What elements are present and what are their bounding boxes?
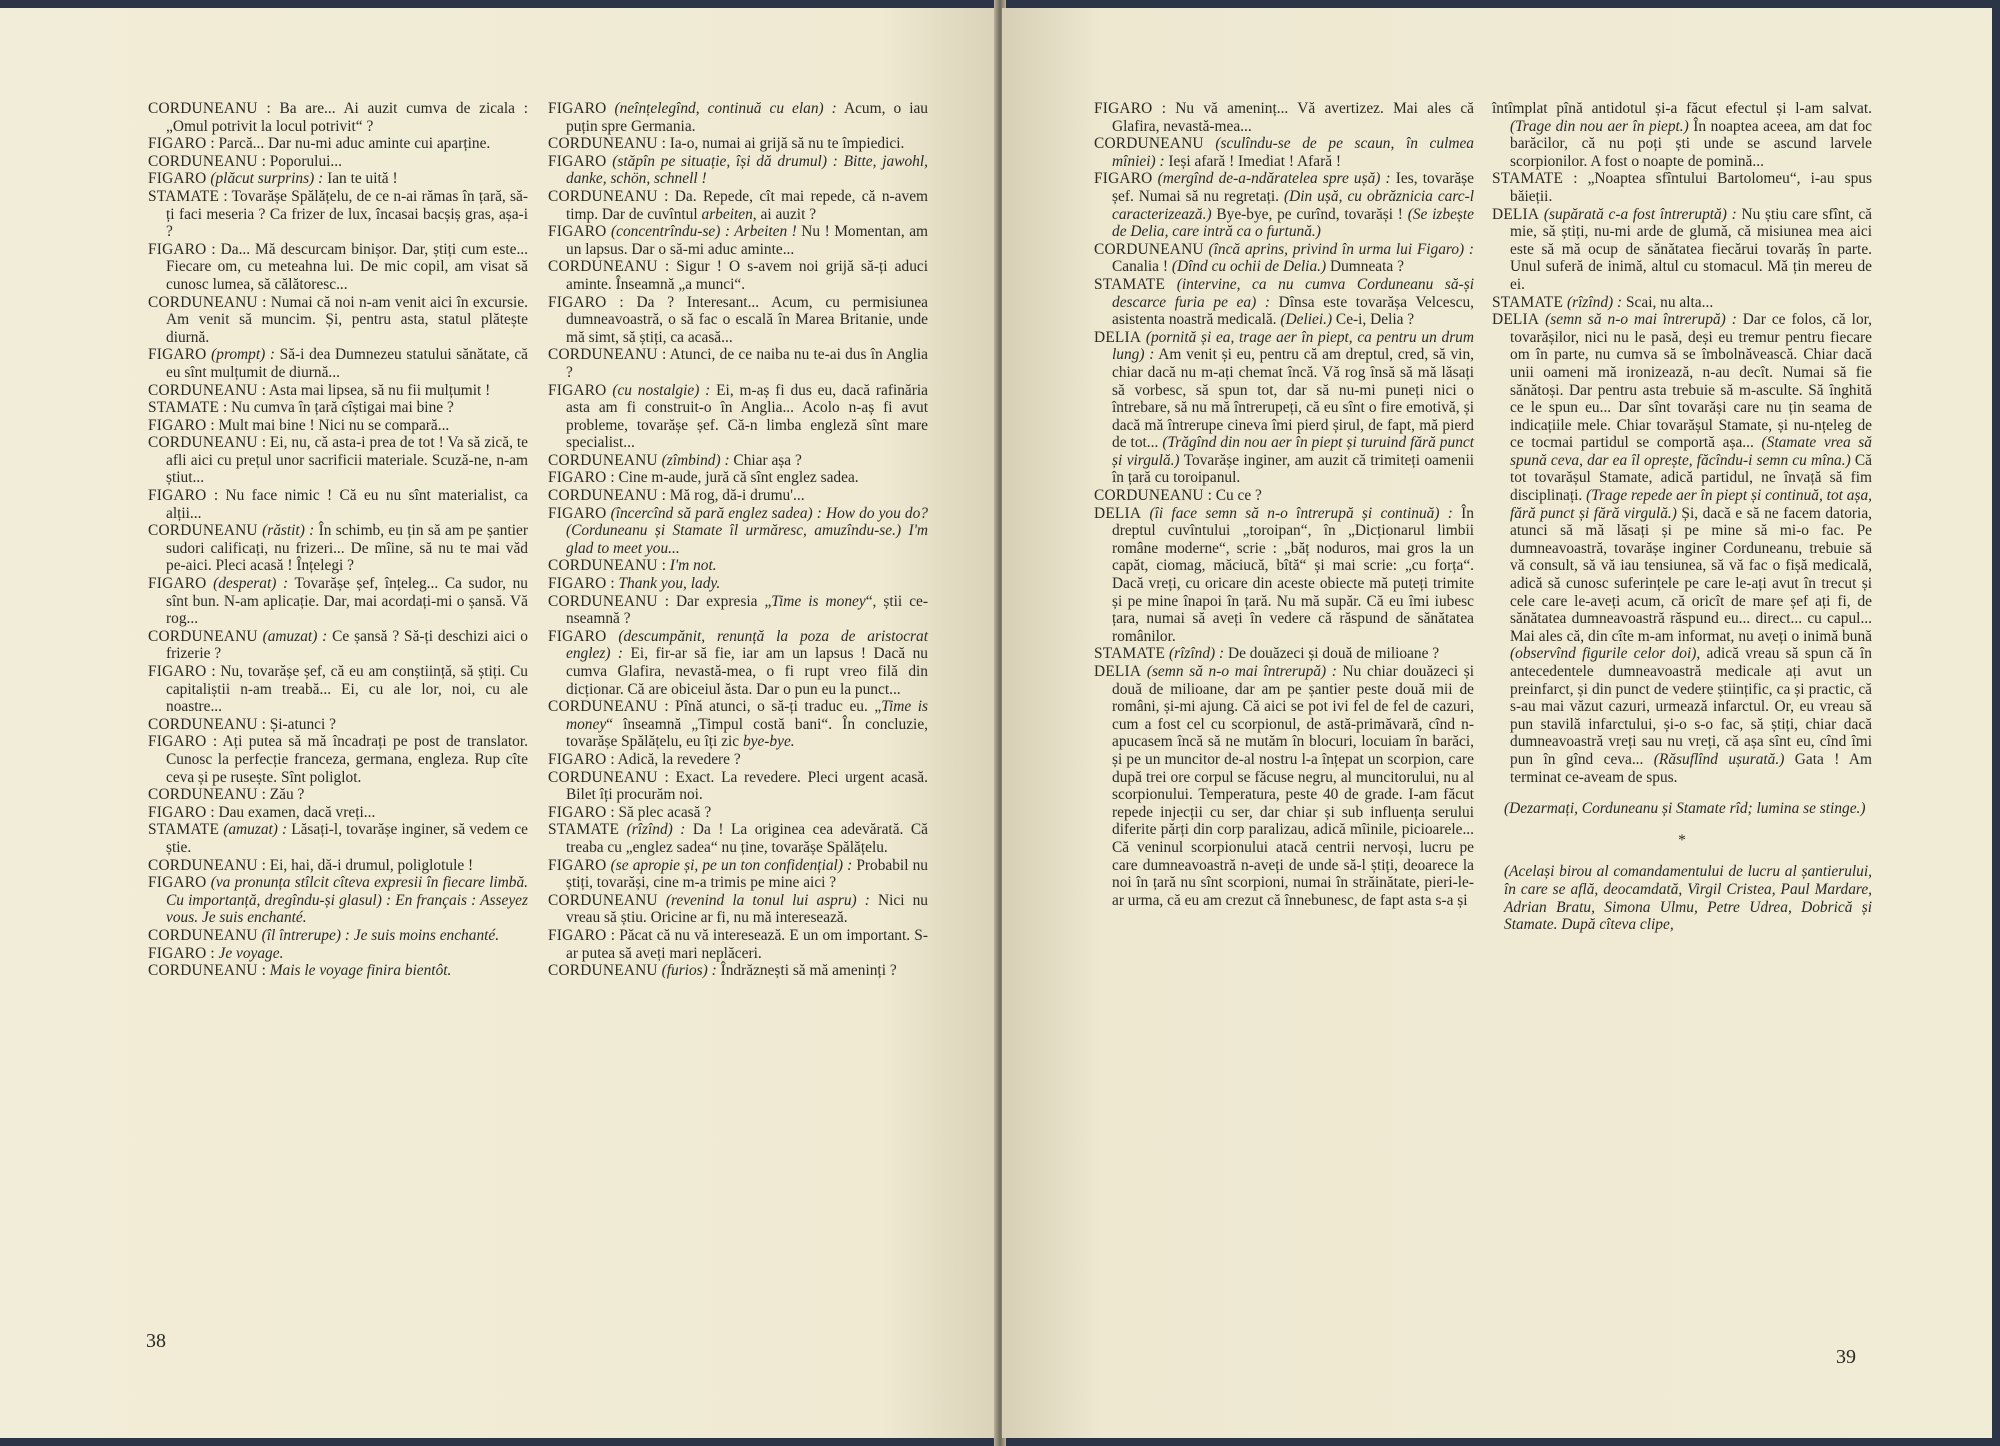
stage-direction: (rîzînd) : — [619, 821, 686, 839]
stage-direction: (semn să n-o mai întrerupă) : — [1539, 311, 1737, 329]
speaker-name: CORDUNEANU — [548, 891, 658, 909]
dialogue-line — [148, 100, 528, 135]
speaker-name: DELIA — [1492, 205, 1540, 223]
right-page-column-1 — [1094, 100, 1474, 909]
speech-text: : Cine m-aude, jură că sînt englez sadea. — [606, 469, 859, 487]
stage-direction: (îi face semn să n-o întrerupă și continuă) : — [1141, 504, 1453, 522]
dialogue-line — [548, 382, 928, 452]
dialogue-line — [148, 857, 528, 875]
speech-text: : Tovarășe Spălățelu, de ce n-ai rămas în țară, să-ți faci meseria ? Ca frizer de lux, încasai bacșiș gras, așa-i ? — [166, 187, 528, 241]
stage-direction: (îl întrerupe) : Je suis moins enchanté. — [257, 926, 500, 944]
speech-text: Probabil nu știți, tovarăși, cine m-a trimis pe mine aici ? — [566, 856, 928, 892]
dialogue-line — [548, 698, 928, 751]
stage-direction: (semn să n-o mai întrerupă) : — [1141, 663, 1337, 680]
stage-direction: (Deliei.) — [1280, 311, 1333, 329]
speaker-name: CORDUNEANU — [548, 346, 658, 364]
page-number-left: 38 — [146, 1330, 166, 1352]
speech-text: : — [206, 944, 219, 962]
speaker-name: CORDUNEANU — [548, 451, 658, 469]
stage-direction: (pornită și ea, trage aer în piept, ca pentru un drum lung) : — [1112, 328, 1474, 364]
speaker-name: FIGARO — [148, 803, 207, 821]
dialogue-line — [148, 663, 528, 716]
dialogue-line — [148, 241, 528, 294]
stage-direction: (răstit) : — [257, 522, 315, 540]
speaker-name: CORDUNEANU — [548, 187, 658, 205]
speech-text: : Cu ce ? — [1203, 487, 1262, 505]
stage-direction: (se apropie și, pe un ton confidențial) : — [606, 856, 853, 874]
dialogue-line — [148, 153, 528, 171]
speech-text: Canalia ! — [1112, 258, 1172, 276]
dialogue-line — [548, 628, 928, 698]
speech-text: Ei, fir-ar să fie, iar am un lapsus ! Dacă nu cumva Glafira, nevastă-mea, o fi rupt vreo filă din dicționar. Că are obiceiul ăsta. Dar o pun eu la punct... — [566, 645, 928, 698]
speaker-name: CORDUNEANU — [148, 293, 258, 311]
dialogue-line — [148, 927, 528, 945]
dialogue-line — [548, 505, 928, 558]
stage-direction: (Trăgînd din nou aer în piept și turuind fără punct și virgulă.) — [1112, 434, 1475, 469]
speech-text: : Ați putea să mă încadrați pe post de translator. Cunosc la perfecție franceza, germana, engleza. Rup cîte ceva și pe rusește. Sînt poliglot. — [166, 733, 528, 786]
dialogue-line — [1492, 311, 1872, 786]
dialogue-line — [148, 733, 528, 786]
speaker-name: FIGARO — [548, 100, 607, 117]
dialogue-line — [148, 346, 528, 381]
stage-direction: (supărată c-a fost întreruptă) : — [1539, 205, 1737, 223]
stage-direction: (încercînd să pară englez sadea) : How do you do? (Corduneanu și Stamate îl urmăresc, amuzîndu-se.) I'm glad to meet you... — [566, 504, 928, 557]
speaker-name: DELIA — [1094, 504, 1142, 522]
stage-direction: (descumpănit, renunță la poza de aristocrat englez) : — [566, 627, 928, 663]
left-page-column-2 — [548, 100, 928, 980]
speech-text: În noaptea aceea, am dat foc barăcilor, că nu poți ști unde se ascund larvele scorpionilor. A fost o noapte de pomină... — [1510, 117, 1872, 170]
speaker-name: CORDUNEANU — [548, 135, 658, 153]
speech-text: : Mă rog, dă-i drumu'... — [657, 487, 805, 505]
stage-direction: Mais le voyage finira bientôt. — [269, 962, 452, 980]
right-page — [1002, 8, 1992, 1438]
speaker-name: FIGARO — [148, 240, 207, 258]
speech-text: : Da... Mă descurcam binișor. Dar, știți cum este... Fiecare om, cu meteahna lui. De mic copil, am visat să cunosc lumea, să călătoresc... — [166, 240, 528, 293]
right-page-column-2 — [1492, 100, 1872, 934]
stage-direction: Time is money — [771, 592, 866, 610]
speech-text: : Asta mai lipsea, să nu fii mulțumit ! — [257, 381, 491, 399]
speaker-name: CORDUNEANU — [148, 434, 258, 452]
speech-text: Lăsați-l, tovarășe inginer, să vedem ce știe. — [166, 821, 528, 856]
speech-text: : Mult mai bine ! Nici nu se compară... — [206, 416, 450, 434]
dialogue-line — [148, 804, 528, 822]
dialogue-line — [1094, 487, 1474, 505]
dialogue-line — [1094, 170, 1474, 240]
speaker-name: STAMATE — [148, 399, 220, 417]
dialogue-line — [1094, 276, 1474, 329]
speaker-name: CORDUNEANU — [148, 522, 258, 540]
speech-text: : Atunci, de ce naiba nu te-ai dus în Anglia ? — [566, 346, 928, 381]
speaker-name: FIGARO — [548, 803, 607, 821]
dialogue-line — [148, 382, 528, 400]
speaker-name: FIGARO — [548, 223, 607, 241]
speech-text: : Nu face nimic ! Că eu nu sînt materialist, ca alții... — [166, 487, 528, 522]
speech-text: Și, dacă e să ne facem datoria, atunci să mă lăsați și pe mine să mi-o fac. Pe dumneavoastră, tovarășe inginer Corduneanu, trebuie să vă consult, să vă iau tensiunea, să vă fac o fișă medicală, adică să cunosc suferințele pe care le-ați avut în trecut și cele care le-aveți acum, că oricît de mare șef ați fi, de sănătatea dumneavoastră răspund eu... direct... cu capul... Mai ales că, din cîte m-am informat, nu aveți o inimă bună — [1510, 504, 1872, 645]
stage-direction: Je voyage. — [218, 944, 284, 962]
stage-direction: (amuzat) : — [219, 821, 288, 839]
speaker-name: CORDUNEANU — [148, 962, 258, 980]
stage-direction: (Răsuflînd ușurată.) — [1653, 750, 1785, 768]
dialogue-line — [548, 100, 928, 135]
speaker-name: FIGARO — [148, 575, 207, 593]
speech-text: Acum, o iau puțin spre Germania. — [566, 100, 928, 135]
dialogue-line — [148, 188, 528, 241]
speech-text: : Da. Repede, cît mai repede, că n-avem timp. Dar de cuvîntul — [566, 187, 928, 223]
stage-direction: (mergînd de-a-ndăratelea spre ușă) : — [1152, 170, 1391, 188]
speaker-name: FIGARO — [148, 874, 207, 892]
dialogue-line — [148, 628, 528, 663]
dialogue-line — [1094, 663, 1474, 909]
stage-direction: (rîzînd) : — [1165, 645, 1225, 663]
speech-text: : Nu vă ameninț... Vă avertizez. Mai ales că Glafira, nevastă-mea... — [1112, 100, 1474, 135]
speaker-name: STAMATE — [1094, 275, 1166, 293]
speech-text: Tovarășe șef, înțeleg... Ca sudor, nu sînt bun. N-am aplicație. Dar, mai acordați-mi o șansă. Vă rog... — [166, 575, 528, 628]
dialogue-line — [148, 170, 528, 188]
dialogue-line — [548, 892, 928, 927]
speech-text: : Dar expresia „ — [657, 592, 772, 610]
speech-text: : Ei, hai, dă-i drumul, poliglotule ! — [257, 856, 474, 874]
dialogue-line — [1094, 645, 1474, 663]
stage-direction: (Trage din nou aer în piept.) — [1510, 117, 1689, 135]
dialogue-line — [548, 487, 928, 505]
dialogue-line — [548, 927, 928, 962]
speaker-name: DELIA — [1094, 328, 1142, 346]
dialogue-line — [148, 786, 528, 804]
stage-direction: (Din ușă, cu obrăznicia carc-l caracterizează.) — [1112, 187, 1474, 223]
speaker-name: DELIA — [1094, 663, 1142, 680]
dialogue-line — [148, 821, 528, 856]
dialogue-line — [1094, 241, 1474, 276]
dialogue-line — [548, 804, 928, 822]
speech-text: În dreptul cuvîntului „toroipan“, în „Dicționarul limbii române moderne“, scrie : „băț noduros, mai gros la un capăt, ciomag, măciucă, bîtă“ și mai scrie: „cu forța“. Dacă vreți, cu oricare din aceste obiecte mă puteți trimite și pe mine înapoi în țară. Nu mă supăr. Că eu îmi iubesc țara, numai să aveți în vedere că răspund de sănătatea românilor. — [1112, 504, 1475, 645]
stage-direction: (neînțelegînd, continuă cu elan) : — [606, 100, 837, 117]
speech-text: : Ia-o, numai ai grijă să nu te împiedici. — [657, 135, 905, 153]
speech-text: : Și-atunci ? — [257, 715, 336, 733]
speaker-name: CORDUNEANU — [148, 856, 258, 874]
speech-text: Ian te uită ! — [323, 170, 398, 188]
dialogue-line — [548, 469, 928, 487]
dialogue-line — [548, 769, 928, 804]
speaker-name: FIGARO — [548, 856, 607, 874]
speaker-name: FIGARO — [148, 135, 207, 153]
stage-direction-2: (Același birou al comandamentului de lucru al șantierului, în care se află, deocamdată, Virgil Cristea, Paul Mardare, Adrian Bratu, Simona Ulmu, Petre Udrea, Dobrică și Stamate. După cîteva clipe, — [1504, 863, 1872, 934]
speaker-name: FIGARO — [148, 733, 207, 751]
speech-text: Nu știu care sfînt, că mie, să știți, nu-mi arde de glumă, că misiunea mea aici este să mă ocup de sănătatea fiecărui tovarăș în parte. Unul suferă de inimă, altul cu stomacul. Mă țin mereu de ei. — [1510, 205, 1872, 293]
dialogue-line — [148, 575, 528, 628]
left-page — [0, 8, 998, 1438]
speaker-name: CORDUNEANU — [548, 962, 658, 980]
speech-text: : Da ? Interesant... Acum, cu permisiunea dumneavoastră, o să fac o escală în Marea Britanie, unde mă simt, să știți, ca acasă... — [566, 293, 928, 346]
speech-text: Ce-i, Delia ? — [1332, 311, 1415, 329]
speaker-name: CORDUNEANU — [548, 768, 658, 786]
stage-direction: (rîzînd) : — [1563, 293, 1623, 311]
stage-direction: (intervine, ca nu cumva Corduneanu să-și descarce furia pe ea) : — [1112, 275, 1474, 311]
speaker-name: STAMATE — [1492, 293, 1564, 311]
speech-text: “, știi ce-nseamnă ? — [566, 592, 929, 628]
speaker-name: DELIA — [1492, 311, 1540, 329]
speech-text: Nu ! Momentan, am un lapsus. Dar o să-mi aduc aminte... — [566, 223, 929, 258]
dialogue-line — [548, 346, 928, 381]
speech-text: întîmplat pînă antidotul și-a făcut efectul și l-am salvat. — [1492, 100, 1872, 117]
dialogue-line — [148, 399, 528, 417]
stage-direction: (Se izbește de Delia, care intră ca o furtună.) — [1112, 205, 1475, 241]
speaker-name: CORDUNEANU — [548, 698, 658, 716]
stage-direction: (desperat) : — [206, 575, 289, 593]
speech-text: : Nu, tovarășe șef, că eu am conștiință, să știți. Cu capitaliștii n-am treabă... Ei, cu ale lor, noi, cu ale noastre... — [166, 663, 528, 716]
speaker-name: STAMATE — [1094, 645, 1166, 663]
speech-text: Ies, tovarășe șef. Numai să nu regretați. — [1112, 170, 1474, 205]
speech-text: Chiar așa ? — [729, 451, 802, 469]
stage-direction: (plăcut surprins) : — [206, 170, 324, 188]
speech-text: Nu chiar douăzeci și două de milioane, dar am pe șantier peste două mii de români, și-mi ajung. Că aici se pot ivi fel de fel de cazuri, cum a fost cel cu scorpionul, de astă-primăvară, cînd n-apucasem încă să ne mutăm în blocuri, locuiam în barăci, și pe un muncitor de-al nostru l-a înțepat un scorpion, care după trei ore corpul se făcuse negru, al muncitorului, nu al scorpionului. Temperatura, peste 40 de grade. I-am făcut repede injecții cu ser, dar chiar și sub influența serului diferite părți din corp paralizau, adică mîinile, picioarele... Că veninul scorpionului atacă centrii nervoși, lucru pe care dumneavoastră n-aveți de unde să-l știți, deoarece la noi în țară nu sînt scorpioni, numai în străinătate, pieri-le-ar urma, că eu am crezut că înnebunesc, de fapt asta s-a și — [1112, 663, 1474, 909]
speech-text: : „Noaptea sfîntului Bartolomeu“, i-au spus băieții. — [1510, 170, 1872, 205]
dialogue-line — [548, 153, 928, 188]
speaker-name: CORDUNEANU — [548, 258, 658, 276]
stage-direction: (stăpîn pe situație, își dă drumul) : Bitte, jawohl, danke, schön, schnell ! — [566, 152, 928, 188]
speech-text: Dumneata ? — [1326, 258, 1404, 276]
speech-text: Nici nu vreau să știu. Oricine ar fi, nu mă interesează. — [566, 891, 928, 927]
right-page-column-2-speeches — [1492, 100, 1872, 786]
stage-direction: (Trage repede aer în piept și continuă, tot așa, fără punct și fără virgulă.) — [1510, 487, 1873, 522]
speech-text: Ce șansă ? Să-ți deschizi aici o frizerie ? — [166, 627, 528, 663]
speaker-name: CORDUNEANU — [148, 100, 258, 117]
dialogue-line — [148, 487, 528, 522]
speech-text: Da ! La originea cea adevărată. Că treaba cu „englez sadea“ nu ține, tovarășe Spălățelu. — [566, 821, 928, 856]
speech-text: ai auzit ? — [756, 205, 817, 223]
stage-direction: (amuzat) : — [257, 627, 328, 645]
stage-direction: (Stamate vrea să spună ceva, dar ea îl oprește, făcîndu-i semn cu mîna.) — [1510, 434, 1872, 469]
speaker-name: CORDUNEANU — [148, 152, 258, 170]
dialogue-line — [1492, 170, 1872, 205]
speaker-name: CORDUNEANU — [548, 592, 658, 610]
speech-text: Să-i dea Dumnezeu statului sănătate, că eu sînt mulțumit de diurnă... — [166, 346, 528, 381]
speech-text: : Păcat că nu vă interesează. E un om important. S-ar putea să aveți mari neplăceri. — [566, 926, 928, 962]
speech-text: : Ei, nu, că asta-i prea de tot ! Va să zică, te afli aici cu prețul unor sacrificii materiale. Scuză-ne, n-am știut... — [166, 434, 528, 487]
dialogue-line — [548, 223, 928, 258]
stage-direction: (observînd figurile celor doi), — [1510, 645, 1701, 663]
speaker-name: FIGARO — [548, 750, 607, 768]
speaker-name: FIGARO — [548, 152, 607, 170]
speech-text: : Poporului... — [257, 152, 342, 170]
speech-text: : Ba are... Ai auzit cumva de zicala : „Omul potrivit la locul potrivit“ ? — [166, 100, 528, 135]
dialogue-line — [548, 593, 928, 628]
speaker-name: CORDUNEANU — [148, 381, 258, 399]
speaker-name: FIGARO — [548, 627, 607, 645]
dialogue-line — [1094, 329, 1474, 487]
stage-direction: arbeiten, — [701, 205, 757, 223]
speaker-name: STAMATE — [1492, 170, 1564, 188]
stage-direction: Time is money — [566, 698, 928, 733]
stage-direction: (revenind la tonul lui aspru) : — [657, 891, 870, 909]
dialogue-line — [548, 188, 928, 223]
speech-text: “ înseamnă „Timpul costă bani“. În concluzie, tovarășe Spălățelu, eu îți zic — [566, 715, 928, 751]
speaker-name: STAMATE — [548, 821, 620, 839]
left-page-column-1 — [148, 100, 528, 980]
speech-text: : Dau examen, dacă vreți... — [206, 803, 376, 821]
speaker-name: FIGARO — [548, 926, 607, 944]
speaker-name: STAMATE — [148, 187, 220, 205]
speaker-name: CORDUNEANU — [1094, 135, 1204, 153]
stage-direction: (Dînd cu ochii de Delia.) — [1171, 258, 1327, 276]
dialogue-line — [548, 452, 928, 470]
speech-text: : Parcă... Dar nu-mi aduc aminte cui aparține. — [206, 135, 491, 153]
speaker-name: CORDUNEANU — [548, 487, 658, 505]
dialogue-line — [1492, 294, 1872, 312]
dialogue-line — [1492, 100, 1872, 170]
speech-text: : Adică, la revedere ? — [606, 750, 741, 768]
speech-text: Ei, m-aș fi dus eu, dacă rafinăria asta am fi construit-o în Anglia... Acolo n-aș fi avut probleme, tovarășe șef. Că-n limba engleză sînt mare specialist... — [566, 381, 928, 452]
speaker-name: FIGARO — [1094, 170, 1153, 188]
speech-text: Scai, nu alta... — [1622, 293, 1714, 311]
speech-text: : — [657, 557, 670, 575]
speaker-name: CORDUNEANU — [148, 786, 258, 804]
stage-direction: (cu nostalgie) : — [606, 381, 711, 399]
speaker-name: FIGARO — [548, 504, 607, 522]
speech-text: Dar ce folos, că lor, tovarășilor, nici nu le pasă, deși eu tremur pentru fiecare om în parte, nu cumva să se îmbolnăvească. Chiar dacă unii oameni mă ironizează, n-au decît. Numai să fie sănătoși. Dar pentru asta trebuie să m-asculte. Să înghită ce le spun eu... Dar sînt tovarăși care nu țin seama de indicațiile mele. Chiar tovarășul Stamate, și nu-nțeleg de ce tocmai partidul se comportă așa... — [1510, 311, 1873, 452]
speech-text: : Să plec acasă ? — [606, 803, 712, 821]
dialogue-line — [1094, 505, 1474, 646]
stage-direction: (furios) : — [657, 962, 717, 980]
stage-direction: (concentrîndu-se) : Arbeiten ! — [606, 223, 797, 241]
dialogue-line — [148, 522, 528, 575]
speech-text: : Sigur ! O s-avem noi grijă să-ți aduci aminte. Înseamnă „a munci“. — [566, 258, 928, 293]
speech-text: : Pînă atunci, o să-ți traduc eu. „ — [657, 698, 882, 716]
stage-direction: bye-bye. — [742, 733, 795, 751]
stage-direction: (va pronunța stîlcit cîteva expresii în fiecare limbă. Cu importanță, dregîndu-și glasul) : En français : Asseyez vous. Je suis enchanté. — [166, 874, 528, 927]
dialogue-line — [548, 751, 928, 769]
stage-direction: (încă aprins, privind în urma lui Figaro) : — [1203, 240, 1474, 258]
speech-text: De douăzeci și două de milioane ? — [1224, 645, 1440, 663]
speaker-name: FIGARO — [148, 944, 207, 962]
speaker-name: STAMATE — [148, 821, 220, 839]
speech-text: : — [606, 575, 619, 593]
speaker-name: CORDUNEANU — [148, 627, 258, 645]
speaker-name: CORDUNEANU — [148, 715, 258, 733]
speech-text: Ieși afară ! Imediat ! Afară ! — [1164, 152, 1342, 170]
stage-direction: I'm not. — [669, 557, 717, 575]
speaker-name: FIGARO — [148, 487, 207, 505]
section-star: * — [1678, 831, 1686, 849]
stage-direction: Thank you, lady. — [618, 575, 721, 593]
speaker-name: FIGARO — [548, 575, 607, 593]
dialogue-line — [148, 294, 528, 347]
speech-text: Îndrăznești să mă ameninți ? — [716, 962, 897, 980]
dialogue-line — [548, 294, 928, 347]
speaker-name: CORDUNEANU — [548, 557, 658, 575]
speech-text: Am venit și eu, pentru că am dreptul, cred, să vin, chiar dacă nu m-ați chemat încă. Vă rog însă să mă lăsați să vorbesc, să spun tot, dar să nu-mi puneți nici o întrebare, să nu mă întrerupeți, că eu sînt o fire emotivă, și dacă mă întrerupe cineva îmi pierd șirul, de fapt, mă pierd de tot... — [1112, 346, 1474, 452]
dialogue-line — [148, 716, 528, 734]
speaker-name: FIGARO — [548, 381, 607, 399]
speech-text: Bye-bye, pe curînd, tovarăși ! — [1211, 205, 1408, 223]
dialogue-line — [148, 135, 528, 153]
speaker-name: FIGARO — [548, 293, 607, 311]
speech-text: Tovarășe inginer, am auzit că trimiteți oamenii în țară cu toroipanul. — [1112, 451, 1474, 487]
page-number-right: 39 — [1836, 1346, 1856, 1368]
speech-text: Gata ! Am terminat ce-aveam de spus. — [1510, 750, 1872, 786]
speech-text: adică vreau să spun că în antecedentele dumneavoastră medicale ați avut un preinfarct, și din punct de vedere științific, ca și practic, că s-au mai văzut cazuri, urmează infarctul. Or, eu vreau să pun stavilă infarctului, și-o s-o fac, să știți, chiar dacă dumneavoastră vreți sau nu vreți, că așa sînt eu, cînd îmi pun în gînd ceva... — [1510, 645, 1872, 768]
dialogue-line — [148, 434, 528, 487]
dialogue-line — [148, 874, 528, 927]
dialogue-line — [548, 575, 928, 593]
dialogue-line — [548, 857, 928, 892]
speech-text: : Nu cumva în țară cîștigai mai bine ? — [219, 399, 454, 417]
speaker-name: FIGARO — [1094, 100, 1153, 117]
speaker-name: FIGARO — [148, 346, 207, 364]
dialogue-line — [1492, 206, 1872, 294]
speech-text: În schimb, eu țin să am pe șantier sudori calificați, nu frizeri... De mîine, să nu te mai văd pe-aici. Pleci acasă ! Înțelegi ? — [166, 522, 529, 575]
dialogue-line — [548, 557, 928, 575]
speaker-name: FIGARO — [548, 469, 607, 487]
speaker-name: CORDUNEANU — [1094, 487, 1204, 505]
speaker-name: CORDUNEANU — [1094, 240, 1204, 258]
dialogue-line — [148, 945, 528, 963]
speaker-name: CORDUNEANU — [148, 926, 258, 944]
stage-direction-1: (Dezarmați, Corduneanu și Stamate rîd; lumina se stinge.) — [1504, 800, 1866, 818]
dialogue-line — [148, 417, 528, 435]
dialogue-line — [1094, 100, 1474, 135]
stage-direction: (sculîndu-se de pe scaun, în culmea mîniei) : — [1112, 135, 1474, 170]
dialogue-line — [548, 821, 928, 856]
speech-text: Dînsa este tovarășa Velcescu, asistenta noastră medicală. — [1112, 293, 1475, 329]
speaker-name: FIGARO — [148, 416, 207, 434]
speech-text: : Exact. La revedere. Pleci urgent acasă. Bilet îți procurăm noi. — [566, 768, 928, 804]
speaker-name: FIGARO — [148, 663, 207, 680]
speech-text: Că tot tovarășul Stamate, adică partidul, ne învață să fim disciplinați. — [1510, 451, 1872, 505]
speech-text: : — [257, 962, 270, 980]
speaker-name: FIGARO — [148, 170, 207, 188]
stage-direction: (zîmbind) : — [657, 451, 730, 469]
speech-text: : Numai că noi n-am venit aici în excursie. Am venit să muncim. Și, pentru asta, statul plătește diurnă. — [166, 293, 528, 346]
speech-text: : Zău ? — [257, 786, 305, 804]
dialogue-line — [1094, 135, 1474, 170]
dialogue-line — [548, 962, 928, 980]
dialogue-line — [148, 962, 528, 980]
dialogue-line — [548, 135, 928, 153]
dialogue-line — [548, 258, 928, 293]
stage-direction: (prompt) : — [206, 346, 276, 364]
